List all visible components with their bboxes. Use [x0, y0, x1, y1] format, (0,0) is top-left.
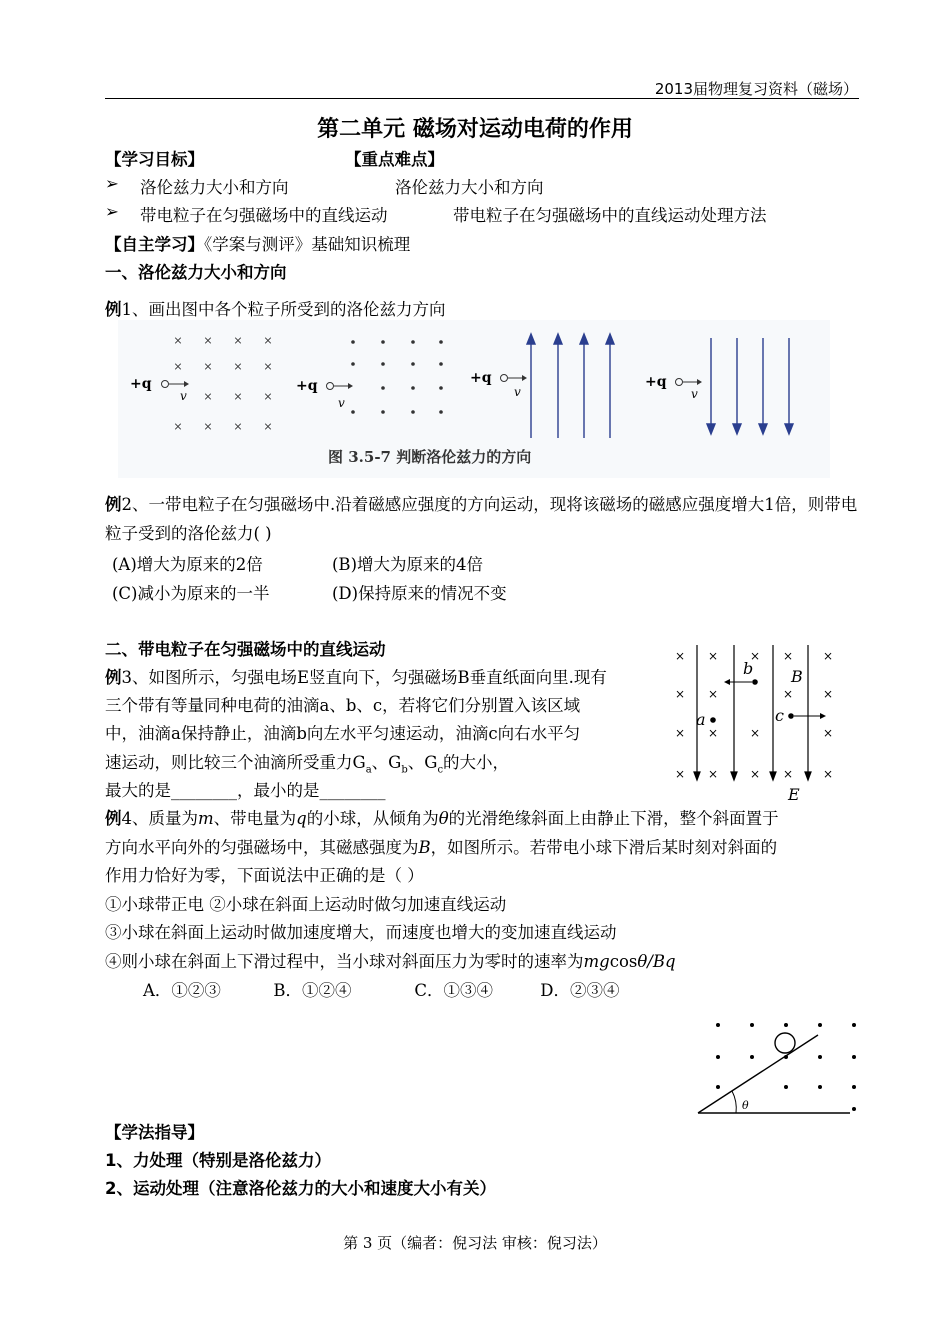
incline-figure [690, 1015, 860, 1120]
option-b: (B)增大为原来的4倍 [332, 555, 483, 574]
example-3-line-1: 例3、如图所示，匀强电场E竖直向下，匀强磁场B垂直纸面向里.现有 [105, 668, 607, 687]
drop-b [724, 659, 758, 685]
goal-item: 洛伦兹力大小和方向 [140, 178, 289, 197]
svg-text:×: × [233, 334, 243, 347]
method-item-1: 1、力处理（特别是洛伦兹力） [105, 1151, 331, 1170]
svg-text:×: × [707, 767, 719, 781]
self-study-line [105, 231, 410, 255]
svg-text:×: × [782, 649, 794, 663]
oil-drop-figure [670, 640, 850, 805]
drop-c [775, 706, 826, 725]
bullet-icon: ➢ [105, 174, 119, 193]
svg-text:×: × [782, 687, 794, 701]
svg-text:a: a [696, 710, 706, 729]
example-3-line-2: 三个带有等量同种电荷的油滴a、b、c，若将它们分别置入该区域 [105, 696, 581, 715]
svg-text:×: × [822, 687, 834, 701]
bullet-icon: ➢ [105, 202, 119, 221]
example-3-line-4: 速运动，则比较三个油滴所受重力$G_a$、$G_b$、$G_c$的大小， [105, 753, 510, 776]
self-study-text: 《学案与测评》基础知识梳理 [204, 235, 411, 254]
statement-4: ④则小球在斜面上下滑过程中，当小球对斜面压力为零时的速率为mgcosθ/Bq [105, 952, 676, 971]
example-2-text: 2、一带电粒子在匀强磁场中.沿着磁感应强度的方向运动，现将该磁场的磁感应强度增大1倍，则带电粒子受到的洛伦兹力( ) [105, 495, 858, 543]
goal-item: 带电粒子在匀强磁场中的直线运动 [140, 206, 388, 225]
ball-icon [775, 1033, 795, 1053]
svg-text:×: × [749, 726, 761, 740]
self-study-heading: 【自主学习】 [105, 235, 204, 254]
svg-text:×: × [233, 390, 243, 403]
goals-heading: 【学习目标】 [105, 150, 204, 169]
svg-text:×: × [707, 649, 719, 663]
example-2 [105, 490, 865, 548]
svg-text:×: × [173, 420, 183, 433]
method-heading: 【学法指导】 [105, 1123, 204, 1142]
svg-text:×: × [173, 360, 183, 373]
svg-text:×: × [707, 687, 719, 701]
angle-arc-icon [732, 1091, 736, 1113]
svg-text:+q: +q [296, 378, 318, 394]
svg-text:×: × [233, 420, 243, 433]
example-4-line-2: 方向水平向外的匀强磁场中，其磁感强度为B，如图所示。若带电小球下滑后某时刻对斜面的 [105, 838, 778, 857]
example-label: 例 [105, 300, 122, 319]
method-item-2: 2、运动处理（注意洛伦兹力的大小和速度大小有关） [105, 1179, 496, 1198]
svg-text:×: × [822, 726, 834, 740]
example-label: 例 [105, 809, 122, 828]
svg-text:×: × [203, 360, 213, 373]
lorentz-force-figure [118, 320, 830, 478]
svg-text:v: v [691, 387, 698, 401]
svg-text:×: × [749, 649, 761, 663]
example-4-line-1: 例4、质量为m、带电量为q的小球，从倾角为θ的光滑绝缘斜面上由静止下滑，整个斜面置于 [105, 809, 779, 828]
b-field-label: B [791, 667, 803, 686]
svg-text:×: × [674, 649, 686, 663]
option-c: (C)减小为原来的一半 [112, 584, 270, 603]
example-label: 例 [105, 495, 122, 514]
key-item: 带电粒子在匀强磁场中的直线运动处理方法 [453, 206, 767, 225]
svg-text:v: v [514, 385, 521, 399]
page-footer: 第 3 页（编者：倪习法 审核：倪习法） [343, 1234, 607, 1252]
option-a: (A)增大为原来的2倍 [112, 555, 263, 574]
svg-text:+q: +q [470, 370, 492, 386]
svg-text:×: × [203, 334, 213, 347]
example-label: 例 [105, 668, 122, 687]
statement-1-2: ①小球带正电 ②小球在斜面上运动时做匀加速直线运动 [105, 895, 507, 914]
section-1-heading: 一、洛伦兹力大小和方向 [105, 263, 287, 282]
example-3-line-3: 中，油滴a保持静止，油滴b向左水平匀速运动，油滴c向右水平匀 [105, 724, 581, 743]
figure-caption: 图 3.5-7 判断洛伦兹力的方向 [328, 448, 532, 466]
svg-text:×: × [263, 360, 273, 373]
svg-text:×: × [263, 420, 273, 433]
option-d: (D)保持原来的情况不变 [332, 584, 507, 603]
svg-text:×: × [263, 334, 273, 347]
svg-text:v: v [338, 396, 345, 410]
svg-text:×: × [203, 420, 213, 433]
svg-text:v: v [180, 389, 187, 403]
header-rule [105, 98, 859, 99]
answer-blank: ________ [171, 781, 237, 800]
svg-text:×: × [233, 360, 243, 373]
statement-3: ③小球在斜面上运动时做加速度增大，而速度也增大的变加速直线运动 [105, 923, 617, 942]
key-item: 洛伦兹力大小和方向 [395, 178, 544, 197]
section-2-heading: 二、带电粒子在匀强磁场中的直线运动 [105, 640, 386, 659]
svg-text:×: × [674, 726, 686, 740]
svg-text:+q: +q [645, 374, 667, 390]
svg-text:×: × [749, 767, 761, 781]
svg-text:×: × [782, 767, 794, 781]
example-4-options: A．①②③ B．①②④ C．①③④ D．②③④ [143, 981, 620, 1000]
running-header: 2013届物理复习资料（磁场） [654, 80, 858, 98]
page-title: 第二单元 磁场对运动电荷的作用 [317, 117, 633, 142]
svg-text:×: × [203, 390, 213, 403]
svg-text:×: × [822, 649, 834, 663]
angle-label: θ [742, 1099, 749, 1112]
example-3-line-5: 最大的是________，最小的是________ [105, 781, 386, 800]
svg-text:×: × [674, 767, 686, 781]
incline-surface [698, 1035, 818, 1113]
svg-text:×: × [173, 334, 183, 347]
svg-text:×: × [674, 687, 686, 701]
svg-text:×: × [822, 767, 834, 781]
e-field-label: E [788, 785, 800, 804]
svg-text:×: × [707, 726, 719, 740]
svg-text:+q: +q [130, 376, 152, 392]
example-1 [105, 296, 446, 320]
keys-heading: 【重点难点】 [345, 150, 444, 169]
svg-text:b: b [743, 659, 754, 678]
example-4-line-3: 作用力恰好为零，下面说法中正确的是（ ） [105, 866, 424, 885]
svg-text:c: c [775, 706, 784, 725]
svg-text:×: × [263, 390, 273, 403]
example-1-text: 1、画出图中各个粒子所受到的洛伦兹力方向 [121, 300, 446, 319]
answer-blank: ________ [319, 781, 386, 800]
